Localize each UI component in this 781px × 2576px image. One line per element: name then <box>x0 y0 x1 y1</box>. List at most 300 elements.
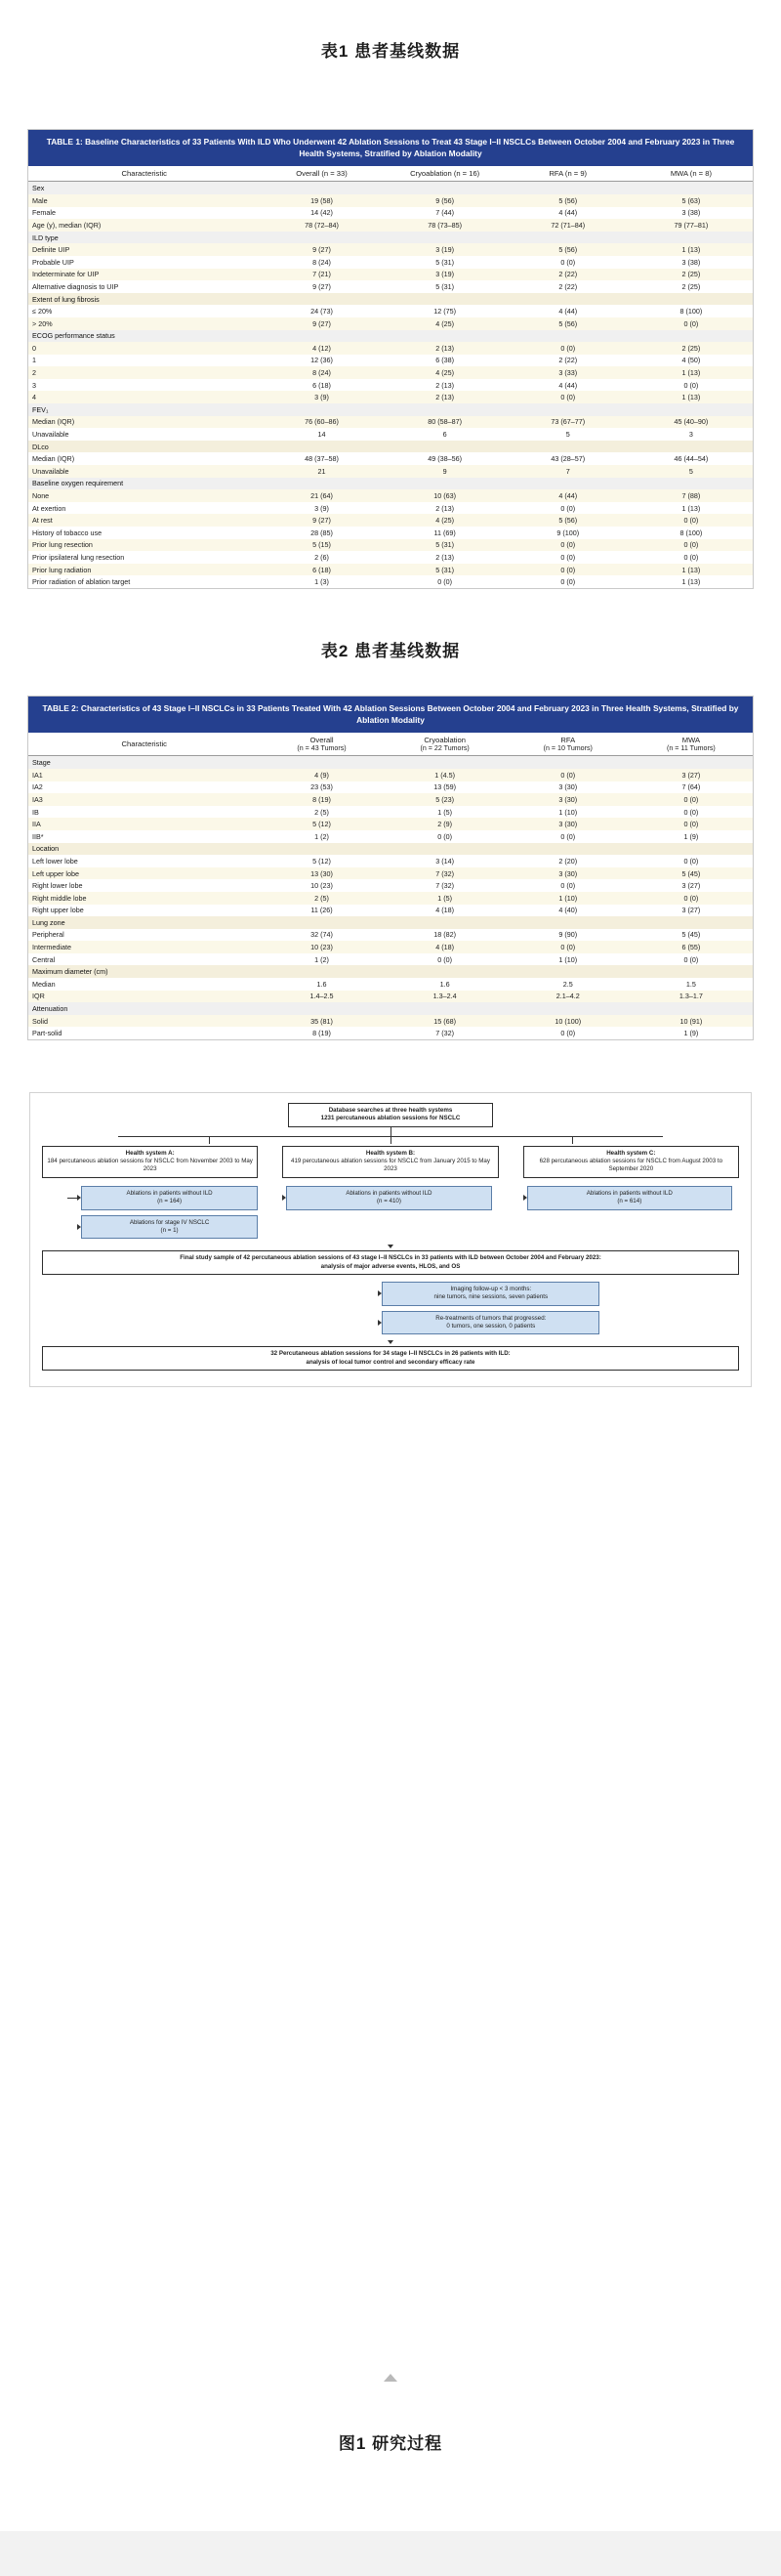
row-label: Sex <box>28 182 260 194</box>
row-value: 1.6 <box>316 979 327 989</box>
row-value: 0 (0) <box>560 503 576 513</box>
table-row <box>28 564 753 576</box>
row-label: 2 <box>28 366 260 379</box>
row-value: 3 (30) <box>558 782 578 792</box>
table-row <box>28 953 753 966</box>
row-value <box>507 478 630 490</box>
row-label: Right middle lobe <box>28 892 260 905</box>
row-value: 6 (38) <box>435 356 455 365</box>
table-group-row <box>28 1002 753 1015</box>
table2-col-cryoablation-main: Cryoablation <box>424 736 466 745</box>
row-value: 3 (27) <box>681 906 701 915</box>
table-row <box>28 502 753 515</box>
table-group-row <box>28 330 753 343</box>
row-value <box>507 843 630 856</box>
row-label: At rest <box>28 514 260 527</box>
row-value: 0 (0) <box>560 257 576 267</box>
row-label: Part-solid <box>32 1029 62 1038</box>
row-label: Prior radiation of ablation target <box>32 577 131 587</box>
table-group-row <box>28 478 753 490</box>
table-group-row <box>28 756 753 769</box>
flow-database-search-line1: Database searches at three health systems <box>328 1107 453 1114</box>
flow-retreatment-box <box>382 1311 599 1335</box>
row-value: 28 (85) <box>310 528 333 537</box>
row-label: 3 <box>32 380 36 390</box>
flow-health-system-a-name: Health system A: <box>125 1149 175 1157</box>
row-value <box>260 916 383 929</box>
row-value <box>260 1002 383 1015</box>
flow-exclusion-a2-line2: (n = 1) <box>160 1226 179 1234</box>
row-value: 3 (27) <box>630 769 753 781</box>
row-value: 9 (27) <box>312 281 331 291</box>
table-row <box>28 489 753 502</box>
row-value: 0 (0) <box>507 769 630 781</box>
row-value: 1 (2) <box>314 954 329 964</box>
row-label: Location <box>28 843 260 856</box>
table-row <box>28 207 753 220</box>
row-value: 12 (36) <box>310 356 333 365</box>
flow-final-analysis-line1: 32 Percutaneous ablation sessions for 34 stage I–II NSCLCs in 26 patients with ILD: <box>270 1350 511 1358</box>
row-value: 5 (56) <box>507 243 630 256</box>
table-row <box>28 527 753 539</box>
table-row <box>28 194 753 207</box>
row-value: 3 (19) <box>384 269 507 281</box>
row-value: 9 (100) <box>556 528 580 537</box>
row-value: 10 (91) <box>630 1015 753 1028</box>
table-row <box>28 379 753 392</box>
row-value: 3 (30) <box>507 867 630 880</box>
row-label: Extent of lung fibrosis <box>28 293 260 306</box>
row-label: Central <box>32 954 56 964</box>
row-value: 4 (25) <box>384 366 507 379</box>
row-value <box>507 403 630 416</box>
row-value: 2.5 <box>562 979 573 989</box>
row-label: Stage <box>28 756 260 769</box>
table-row <box>28 256 753 269</box>
row-value <box>630 478 753 490</box>
row-value <box>507 330 630 343</box>
row-value <box>260 182 383 194</box>
table-row <box>28 342 753 355</box>
table-group-row <box>28 182 753 194</box>
row-value <box>260 232 383 244</box>
row-value: 0 (0) <box>683 954 699 964</box>
row-value: 3 (9) <box>314 503 329 513</box>
row-value: 7 (32) <box>384 867 507 880</box>
table-row <box>28 366 753 379</box>
row-value <box>507 916 630 929</box>
row-value: 5 (31) <box>435 281 455 291</box>
row-value: 1.6 <box>439 979 450 989</box>
row-value: 4 (44) <box>507 489 630 502</box>
row-value: 4 (44) <box>558 208 578 218</box>
row-label: Right lower lobe <box>32 881 83 891</box>
row-value: 1 (9) <box>683 831 699 841</box>
table2-container <box>27 696 754 1040</box>
row-value: 8 (24) <box>312 257 331 267</box>
table-row <box>28 305 753 317</box>
row-value: 7 (44) <box>435 208 455 218</box>
row-value: 2 (13) <box>435 552 455 562</box>
row-value <box>384 441 507 453</box>
row-value: 0 (0) <box>560 552 576 562</box>
row-value: 0 (0) <box>630 317 753 330</box>
row-value: 14 (42) <box>310 208 333 218</box>
flow-final-sample-line1: Final study sample of 42 percutaneous ablation sessions of 43 stage I–II NSCLCs in 33 patients with ILD between October 2004 and February 2023: <box>180 1254 601 1262</box>
flow-exclusion-b-line1: Ablations in patients without ILD <box>346 1189 432 1197</box>
table-row <box>28 1015 753 1028</box>
row-value: 78 (72–84) <box>260 219 383 232</box>
row-value <box>630 182 753 194</box>
row-value: 4 (18) <box>384 941 507 953</box>
row-label: > 20% <box>28 317 260 330</box>
row-value <box>630 403 753 416</box>
row-value <box>384 1002 507 1015</box>
table1-col-rfa: RFA (n = 9) <box>507 166 630 182</box>
row-value <box>260 478 383 490</box>
row-label: Lung zone <box>28 916 260 929</box>
flow-final-analysis-line2: analysis of local tumor control and secondary efficacy rate <box>306 1358 475 1366</box>
row-value: 2 (22) <box>558 281 578 291</box>
row-value <box>260 756 383 769</box>
flow-health-system-b-detail: 419 percutaneous ablation sessions for NSCLC from January 2015 to May 2023 <box>291 1158 490 1173</box>
table-row <box>28 941 753 953</box>
table-row <box>28 830 753 843</box>
row-label: Attenuation <box>28 1002 260 1015</box>
row-value <box>630 916 753 929</box>
table-group-row <box>28 293 753 306</box>
table2-header-row <box>28 733 753 756</box>
row-label: IIB* <box>32 831 44 841</box>
flow-followup-box <box>382 1282 599 1306</box>
table1-col-characteristic: Characteristic <box>28 166 260 182</box>
row-label: Median (IQR) <box>32 454 75 464</box>
table2-col-characteristic <box>28 733 260 756</box>
row-value <box>630 965 753 978</box>
row-label: ECOG performance status <box>28 330 260 343</box>
row-value: 5 (56) <box>507 514 630 527</box>
row-value <box>630 843 753 856</box>
row-value: 0 (0) <box>683 552 699 562</box>
row-value <box>384 232 507 244</box>
row-value <box>260 965 383 978</box>
row-value: 4 (50) <box>681 356 701 365</box>
flow-connector-branch-c <box>572 1137 573 1144</box>
row-label: IA1 <box>28 769 260 781</box>
row-label: Alternative diagnosis to UIP <box>32 281 119 291</box>
row-value: 3 (19) <box>384 243 507 256</box>
row-label: History of tobacco use <box>32 528 103 537</box>
row-value: 9 (27) <box>260 317 383 330</box>
row-value <box>384 293 507 306</box>
row-label: Definite UIP <box>28 243 260 256</box>
row-label: 1 <box>32 356 36 365</box>
row-value: 7 (32) <box>435 1029 455 1038</box>
row-value: 48 (37–58) <box>305 454 339 464</box>
row-label: FEV₁ <box>28 403 260 416</box>
table-row <box>28 991 753 1003</box>
row-value: 32 (74) <box>310 930 333 940</box>
row-value: 7 (32) <box>435 881 455 891</box>
row-value: 6 (18) <box>260 564 383 576</box>
row-value <box>507 441 630 453</box>
row-value <box>260 843 383 856</box>
row-value: 2 (22) <box>507 269 630 281</box>
row-value: 1 (3) <box>314 577 329 587</box>
row-value <box>507 965 630 978</box>
row-value: 1.4–2.5 <box>260 991 383 1003</box>
flow-health-system-c-box <box>523 1146 739 1178</box>
row-value: 21 <box>260 465 383 478</box>
row-value <box>384 478 507 490</box>
table-group-row <box>28 232 753 244</box>
table1-header-row <box>28 166 753 182</box>
row-value: 6 (18) <box>312 380 331 390</box>
row-value: 19 (58) <box>260 194 383 207</box>
flow-retreatment-line1: Re-treatments of tumors that progressed: <box>435 1314 547 1322</box>
table-row <box>28 855 753 867</box>
table-row <box>28 428 753 441</box>
row-value: 2 (13) <box>435 380 455 390</box>
row-value: 5 (45) <box>630 867 753 880</box>
row-value: 1 (10) <box>558 954 578 964</box>
row-value: 7 (88) <box>630 489 753 502</box>
row-value: 2 (20) <box>558 856 578 866</box>
row-value: 11 (26) <box>310 906 333 915</box>
row-value: 73 (67–77) <box>507 416 630 429</box>
table1-col-mwa: MWA (n = 8) <box>630 166 753 182</box>
row-value: 5 (15) <box>260 539 383 552</box>
row-value: 2 (9) <box>384 818 507 830</box>
table-row <box>28 243 753 256</box>
table1-col-cryoablation: Cryoablation (n = 16) <box>384 166 507 182</box>
row-value: 1 (13) <box>630 391 753 403</box>
row-value: 7 <box>507 465 630 478</box>
table2-col-overall <box>260 733 383 756</box>
table-row <box>28 818 753 830</box>
row-label: Left lower lobe <box>32 856 78 866</box>
table-row <box>28 317 753 330</box>
row-value: 1 (13) <box>630 366 753 379</box>
flow-connector-vertical-1 <box>390 1127 391 1136</box>
row-value: 1.3–1.7 <box>630 991 753 1003</box>
row-value: 1.3–2.4 <box>384 991 507 1003</box>
row-label: Maximum diameter (cm) <box>28 965 260 978</box>
row-value <box>507 293 630 306</box>
row-value <box>384 330 507 343</box>
table-row <box>28 867 753 880</box>
table-row <box>28 416 753 429</box>
flow-connector-horizontal-1 <box>118 1136 663 1137</box>
table2-col-mwa-main: MWA <box>681 736 701 745</box>
row-label: Median <box>32 979 56 989</box>
row-value: 5 (45) <box>681 930 701 940</box>
row-value: 5 (63) <box>630 194 753 207</box>
row-label: Left upper lobe <box>28 867 260 880</box>
row-label: Baseline oxygen requirement <box>28 478 260 490</box>
table-row <box>28 391 753 403</box>
row-value: 3 <box>688 430 693 440</box>
footer-band <box>0 2531 781 2576</box>
row-value: 0 (0) <box>683 380 699 390</box>
row-value: 5 <box>630 465 753 478</box>
row-value: 4 (44) <box>558 380 578 390</box>
row-value: 1 (13) <box>681 577 701 587</box>
flow-database-search-line2: 1231 percutaneous ablation sessions for NSCLC <box>320 1115 461 1122</box>
table-row <box>28 452 753 465</box>
row-value <box>630 330 753 343</box>
row-label: IA3 <box>28 793 260 806</box>
flow-exclusion-a1-line1: Ablations in patients without ILD <box>126 1189 213 1197</box>
row-value: 5 (56) <box>507 194 630 207</box>
row-value: 8 (100) <box>679 528 703 537</box>
table1-container <box>27 129 754 589</box>
row-value: 0 (0) <box>630 793 753 806</box>
row-value: 1 (13) <box>630 243 753 256</box>
table-group-row <box>28 843 753 856</box>
row-value: 2 (25) <box>681 281 701 291</box>
row-value <box>630 232 753 244</box>
row-value <box>384 756 507 769</box>
row-value <box>630 1002 753 1015</box>
row-value: 43 (28–57) <box>551 454 586 464</box>
page-title-table2: 表2 患者基线数据 <box>320 642 461 660</box>
row-value: 1 (5) <box>437 807 453 817</box>
row-value <box>384 843 507 856</box>
row-value: 3 (27) <box>681 881 701 891</box>
flow-exclusion-b-line2: (n = 410) <box>376 1198 401 1205</box>
row-value: 0 (0) <box>560 831 576 841</box>
row-value: 10 (63) <box>384 489 507 502</box>
table2-col-mwa <box>630 733 753 756</box>
row-value: 4 (40) <box>558 906 578 915</box>
row-value: 0 (0) <box>560 1029 576 1038</box>
row-value: 3 (14) <box>435 856 455 866</box>
table2 <box>28 733 753 1039</box>
row-label: Prior ipsilateral lung resection <box>32 552 125 562</box>
row-value: 0 (0) <box>507 564 630 576</box>
row-value: 0 (0) <box>560 881 576 891</box>
table-group-row <box>28 403 753 416</box>
flowchart-container <box>29 1092 752 1387</box>
scroll-up-icon[interactable] <box>384 2374 397 2382</box>
row-value: 2 (25) <box>630 269 753 281</box>
page-title-table1: 表1 患者基线数据 <box>320 42 461 61</box>
row-label: Male <box>28 194 260 207</box>
row-value: 11 (69) <box>433 528 456 537</box>
flow-final-analysis-box <box>42 1346 739 1371</box>
row-value: 3 (30) <box>507 818 630 830</box>
row-value: 78 (73–85) <box>384 219 507 232</box>
row-value: 9 (27) <box>260 514 383 527</box>
row-label: Right upper lobe <box>32 906 84 915</box>
row-value: 9 (90) <box>558 930 578 940</box>
row-label: Unavailable <box>28 465 260 478</box>
row-label: IB <box>32 807 39 817</box>
flow-health-system-b-name: Health system B: <box>365 1149 416 1157</box>
row-value: 7 (64) <box>681 782 701 792</box>
row-value: 4 (25) <box>384 317 507 330</box>
flow-connector-branch-a <box>209 1137 210 1144</box>
row-value: 4 (12) <box>260 342 383 355</box>
row-value: 2 (13) <box>384 391 507 403</box>
table2-col-rfa <box>507 733 630 756</box>
row-value: 10 (100) <box>507 1015 630 1028</box>
row-value: 21 (64) <box>260 489 383 502</box>
row-value: 3 (38) <box>681 208 701 218</box>
flow-arrow-to-final-sample <box>388 1245 393 1248</box>
row-value: 15 (68) <box>384 1015 507 1028</box>
row-value: 1 (13) <box>681 503 701 513</box>
row-value: 10 (23) <box>260 941 383 953</box>
row-value: 1 (5) <box>384 892 507 905</box>
row-value: 46 (44–54) <box>674 454 709 464</box>
flow-final-sample-box <box>42 1250 739 1275</box>
row-label: At exertion <box>32 503 66 513</box>
flow-arrow-to-bottom <box>388 1340 393 1344</box>
row-value: 3 (33) <box>507 366 630 379</box>
table1-caption: TABLE 1: Baseline Characteristics of 33 Patients With ILD Who Underwent 42 Ablation Sessions to Treat 43 Stage I–II NSCLCs Between October 2004 and February 2023 in Three Health Systems, Stratified by Ablation Modality <box>28 130 753 166</box>
row-value: 1 (13) <box>630 564 753 576</box>
row-value: 18 (82) <box>433 930 457 940</box>
table-row <box>28 219 753 232</box>
page-title-figure1: 图1 研究过程 <box>338 2434 443 2453</box>
row-label: DLco <box>28 441 260 453</box>
row-value: 3 (30) <box>507 793 630 806</box>
flow-final-sample-line2: analysis of major adverse events, HLOS, and OS <box>320 1262 461 1270</box>
table2-col-rfa-main: RFA <box>560 736 576 745</box>
flow-retreatment-line2: 0 tumors, one session, 0 patients <box>446 1323 536 1330</box>
table2-col-rfa-sub: (n = 10 Tumors) <box>543 744 593 753</box>
row-value: 23 (53) <box>310 782 333 792</box>
row-label: Age (y), median (IQR) <box>28 219 260 232</box>
row-value: 2 (5) <box>314 807 329 817</box>
flow-database-search-box <box>288 1103 493 1127</box>
row-label: IQR <box>28 991 260 1003</box>
table-group-row <box>28 916 753 929</box>
row-value: 0 (0) <box>630 514 753 527</box>
row-value: 2 (22) <box>558 356 578 365</box>
row-value: 2 (13) <box>435 503 455 513</box>
table2-col-cryoablation-sub: (n = 22 Tumors) <box>420 744 470 753</box>
row-value: 6 (55) <box>630 941 753 953</box>
table2-body <box>28 756 753 1039</box>
row-value: 3 (38) <box>681 257 701 267</box>
table2-col-mwa-sub: (n = 11 Tumors) <box>667 744 716 753</box>
row-value: 49 (38–56) <box>428 454 463 464</box>
table-row <box>28 769 753 781</box>
row-label: ILD type <box>28 232 260 244</box>
flow-exclusion-c-line2: (n = 614) <box>617 1198 642 1205</box>
row-value: 4 (44) <box>558 307 578 317</box>
row-value: 8 (24) <box>260 366 383 379</box>
table2-caption: TABLE 2: Characteristics of 43 Stage I–II NSCLCs in 33 Patients Treated With 42 Ablation Sessions Between October 2004 and February 2023 in Three Health Systems, Stratified by Ablation Modality <box>28 697 753 733</box>
row-value: 1 (9) <box>683 1029 699 1038</box>
row-label: Solid <box>28 1015 260 1028</box>
table-row <box>28 892 753 905</box>
row-value: 10 (23) <box>310 881 333 891</box>
flow-exclusion-c-box <box>527 1186 732 1210</box>
row-label: IA2 <box>32 782 43 792</box>
row-value: 5 (31) <box>384 564 507 576</box>
row-value: 6 <box>442 430 447 440</box>
row-value <box>260 403 383 416</box>
row-value: 45 (40–90) <box>630 416 753 429</box>
row-value: 4 (25) <box>384 514 507 527</box>
row-value: 3 (9) <box>260 391 383 403</box>
table2-col-characteristic-label: Characteristic <box>121 739 167 749</box>
row-value: 0 (0) <box>630 818 753 830</box>
